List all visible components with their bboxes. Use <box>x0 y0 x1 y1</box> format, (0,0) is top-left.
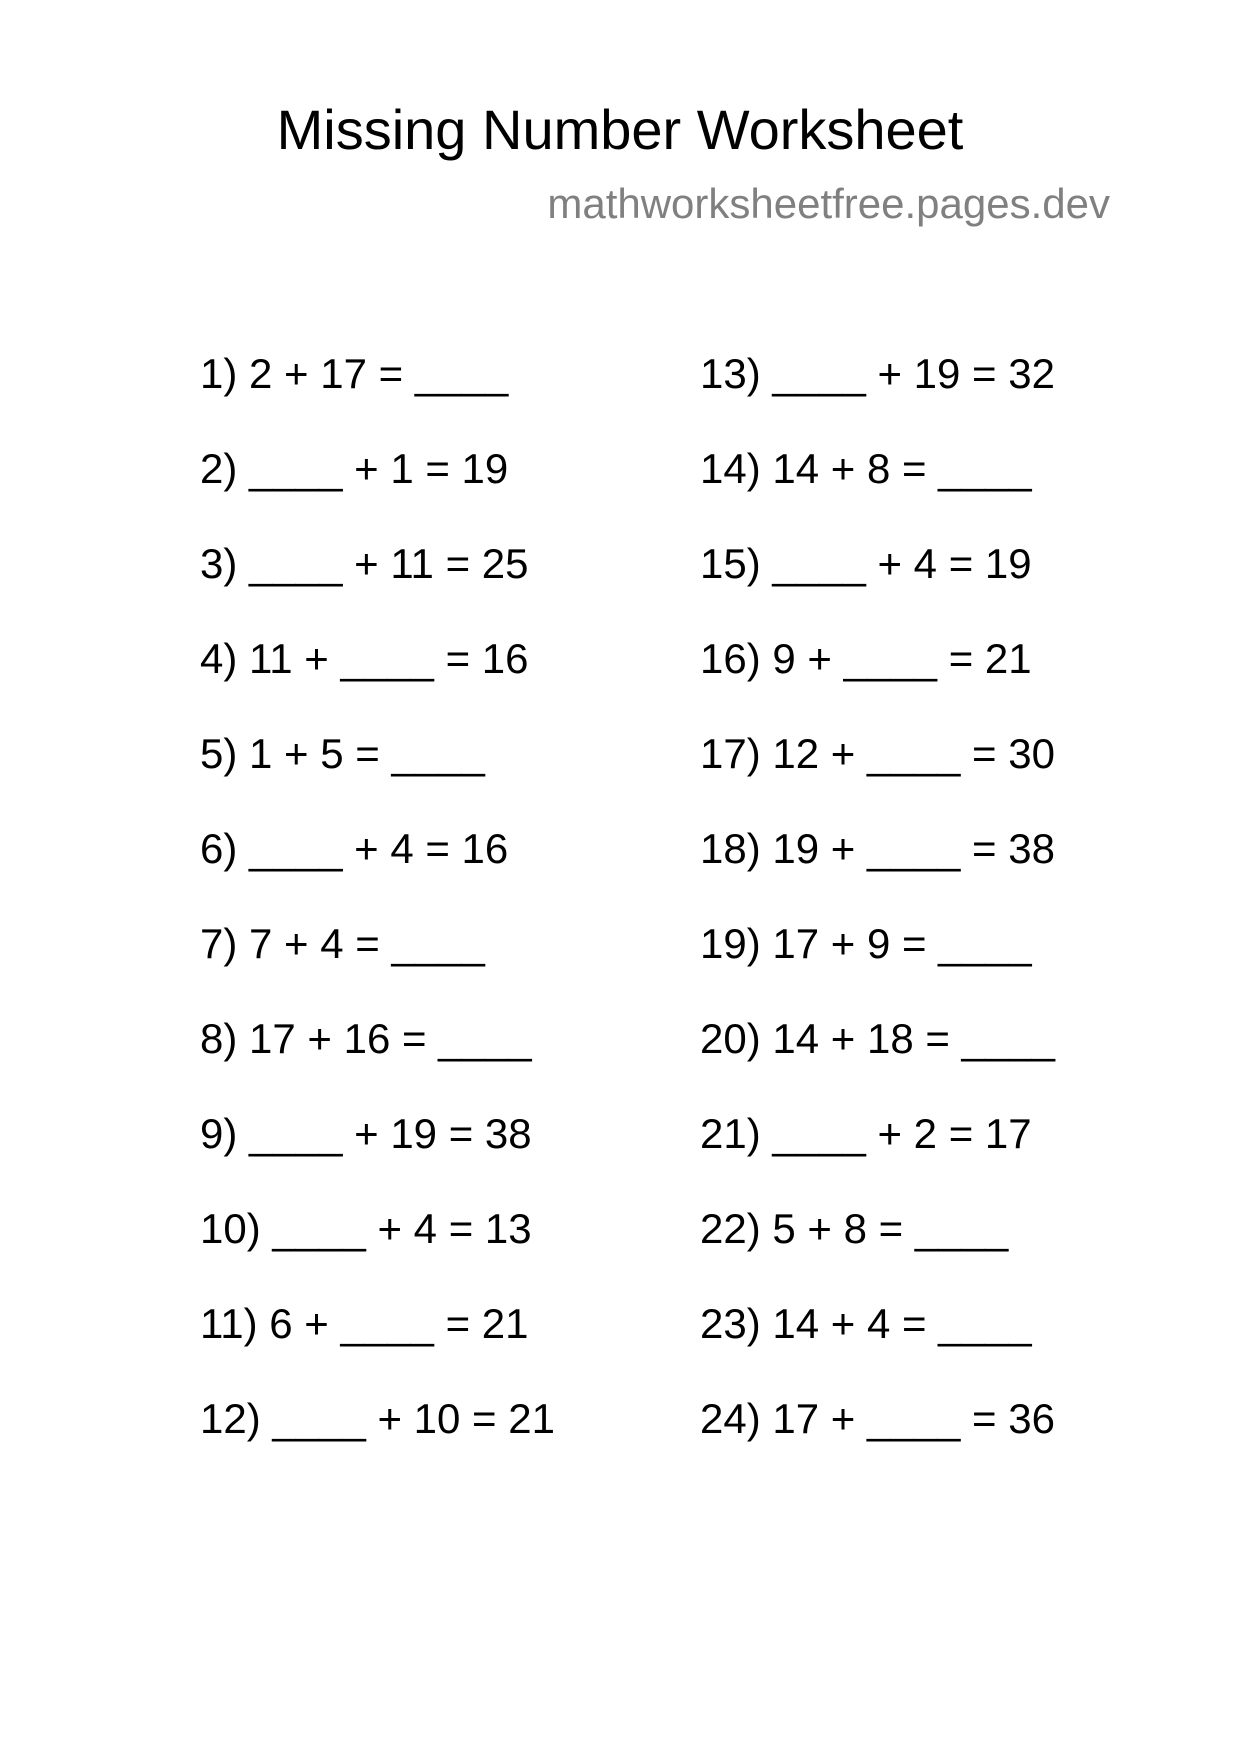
problem-14: 14) 14 + 8 = ____ <box>700 445 1032 492</box>
problem-4: 4) 11 + ____ = 16 <box>200 635 529 682</box>
problem-1: 1) 2 + 17 = ____ <box>200 350 509 397</box>
problem-11: 11) 6 + ____ = 21 <box>200 1300 529 1347</box>
problems-column-right <box>700 344 1055 1484</box>
problem-15: 15) ____ + 4 = 19 <box>700 540 1032 587</box>
problem-13: 13) ____ + 19 = 32 <box>700 350 1055 397</box>
page-title: Missing Number Worksheet <box>276 98 964 161</box>
problem-21: 21) ____ + 2 = 17 <box>700 1110 1032 1157</box>
problem-19: 19) 17 + 9 = ____ <box>700 920 1032 967</box>
problems-column-left <box>200 344 555 1484</box>
problem-6: 6) ____ + 4 = 16 <box>200 825 509 872</box>
problem-5: 5) 1 + 5 = ____ <box>200 730 485 777</box>
problem-24: 24) 17 + ____ = 36 <box>700 1395 1055 1442</box>
problem-22: 22) 5 + 8 = ____ <box>700 1205 1009 1252</box>
problem-23: 23) 14 + 4 = ____ <box>700 1300 1032 1347</box>
problem-2: 2) ____ + 1 = 19 <box>200 445 509 492</box>
problem-8: 8) 17 + 16 = ____ <box>200 1015 532 1062</box>
problem-3: 3) ____ + 11 = 25 <box>200 540 529 587</box>
problem-7: 7) 7 + 4 = ____ <box>200 920 485 967</box>
problem-16: 16) 9 + ____ = 21 <box>700 635 1032 682</box>
problem-17: 17) 12 + ____ = 30 <box>700 730 1055 777</box>
problem-10: 10) ____ + 4 = 13 <box>200 1205 532 1252</box>
problem-18: 18) 19 + ____ = 38 <box>700 825 1055 872</box>
problem-12: 12) ____ + 10 = 21 <box>200 1395 555 1442</box>
problem-9: 9) ____ + 19 = 38 <box>200 1110 532 1157</box>
problem-20: 20) 14 + 18 = ____ <box>700 1015 1055 1062</box>
site-url: mathworksheetfree.pages.dev <box>547 180 1110 227</box>
